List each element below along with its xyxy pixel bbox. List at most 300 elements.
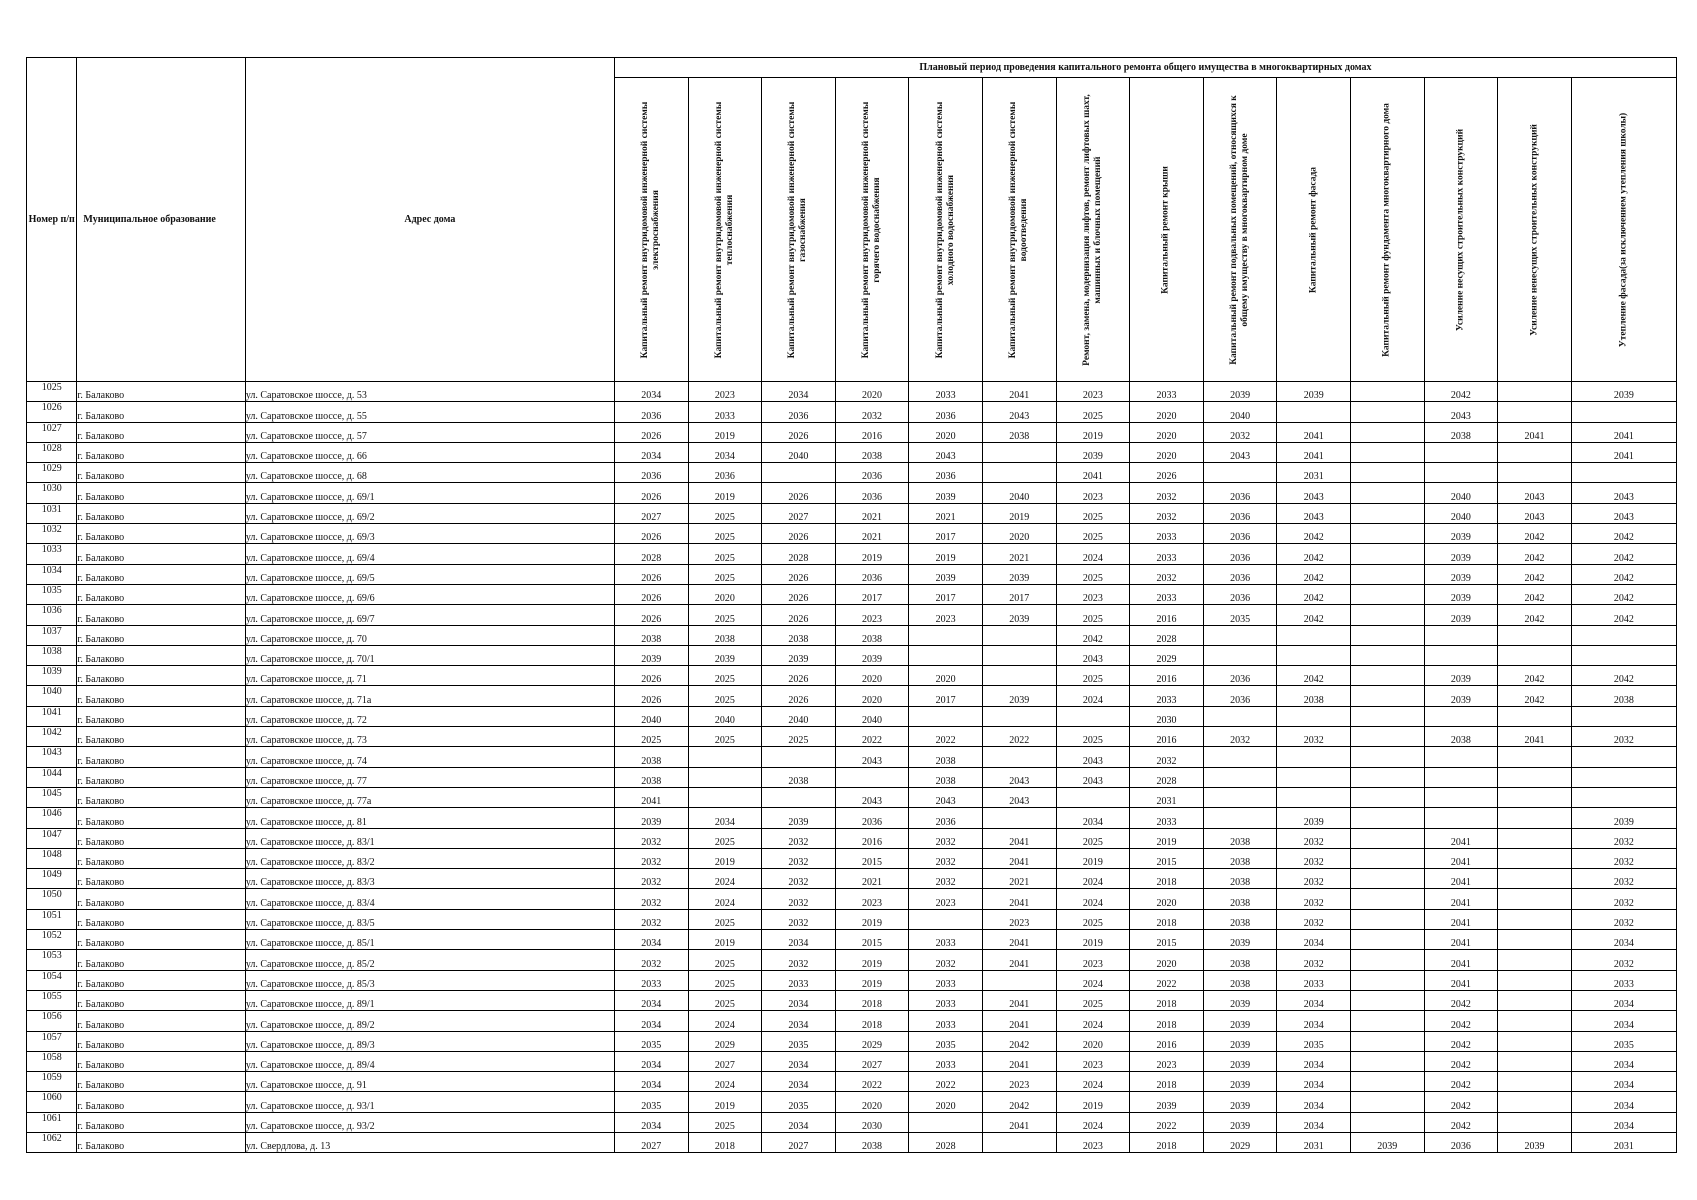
planned-year-cell: 2033	[1277, 970, 1351, 990]
planned-year-cell: 2039	[1424, 666, 1498, 686]
municipality-cell: г. Балаково	[77, 483, 245, 503]
planned-year-cell: 2032	[1130, 483, 1204, 503]
planned-year-cell	[1351, 686, 1425, 706]
planned-year-cell	[1351, 706, 1425, 726]
planned-year-cell: 2019	[835, 544, 909, 564]
planned-year-cell: 2020	[909, 422, 983, 442]
address-cell: ул. Саратовское шоссе, д. 55	[245, 402, 614, 422]
planned-year-cell	[1056, 706, 1130, 726]
planned-year-cell: 2032	[1277, 869, 1351, 889]
row-number-cell: 1036	[27, 605, 77, 625]
planned-year-cell: 2038	[1571, 686, 1676, 706]
header-work-type-2	[688, 78, 762, 382]
planned-year-cell: 2042	[1571, 584, 1676, 604]
planned-year-cell: 2042	[1277, 605, 1351, 625]
address-cell: ул. Саратовское шоссе, д. 71	[245, 666, 614, 686]
planned-year-cell: 2032	[614, 828, 688, 848]
planned-year-cell	[762, 463, 836, 483]
planned-year-cell: 2041	[1424, 869, 1498, 889]
planned-year-cell: 2041	[1277, 442, 1351, 462]
planned-year-cell: 2032	[614, 909, 688, 929]
planned-year-cell: 2025	[688, 686, 762, 706]
planned-year-cell: 2032	[1571, 828, 1676, 848]
planned-year-cell: 2040	[1424, 483, 1498, 503]
planned-year-cell	[1203, 706, 1277, 726]
planned-year-cell: 2025	[688, 990, 762, 1010]
planned-year-cell: 2026	[614, 422, 688, 442]
planned-year-cell: 2026	[762, 666, 836, 686]
planned-year-cell: 2023	[909, 605, 983, 625]
planned-year-cell: 2021	[982, 544, 1056, 564]
planned-year-cell	[982, 808, 1056, 828]
planned-year-cell: 2038	[1203, 889, 1277, 909]
planned-year-cell: 2032	[1277, 909, 1351, 929]
planned-year-cell: 2039	[1351, 1132, 1425, 1152]
planned-year-cell: 2025	[688, 727, 762, 747]
planned-year-cell: 2019	[1056, 930, 1130, 950]
planned-year-cell: 2025	[688, 909, 762, 929]
municipality-cell: г. Балаково	[77, 706, 245, 726]
planned-year-cell: 2038	[762, 625, 836, 645]
planned-year-cell: 2038	[1424, 422, 1498, 442]
planned-year-cell: 2034	[614, 1072, 688, 1092]
planned-year-cell: 2039	[1203, 990, 1277, 1010]
planned-year-cell	[1498, 1031, 1572, 1051]
municipality-cell: г. Балаково	[77, 1011, 245, 1031]
planned-year-cell	[1351, 666, 1425, 686]
municipality-cell: г. Балаково	[77, 990, 245, 1010]
header-work-type-label: Ремонт, замена, модернизация лифтов, ремонт лифтовых шахт, машинных и блочных помещений	[1081, 93, 1103, 366]
planned-year-cell: 2043	[909, 442, 983, 462]
municipality-cell: г. Балаково	[77, 767, 245, 787]
table-row	[27, 625, 1677, 645]
planned-year-cell: 2032	[1277, 889, 1351, 909]
planned-year-cell: 2032	[1571, 848, 1676, 868]
planned-year-cell: 2017	[909, 524, 983, 544]
planned-year-cell: 2020	[688, 584, 762, 604]
planned-year-cell	[1351, 990, 1425, 1010]
planned-year-cell: 2019	[688, 483, 762, 503]
planned-year-cell: 2042	[1498, 666, 1572, 686]
planned-year-cell: 2039	[982, 686, 1056, 706]
row-number-cell: 1052	[27, 930, 77, 950]
planned-year-cell: 2023	[909, 889, 983, 909]
planned-year-cell: 2032	[1277, 848, 1351, 868]
planned-year-cell: 2024	[688, 1011, 762, 1031]
table-row	[27, 1011, 1677, 1031]
planned-year-cell: 2039	[1203, 930, 1277, 950]
planned-year-cell: 2025	[1056, 666, 1130, 686]
planned-year-cell: 2025	[688, 828, 762, 848]
table-row	[27, 463, 1677, 483]
planned-year-cell: 2032	[614, 848, 688, 868]
table-row	[27, 1132, 1677, 1152]
header-work-type-label: Утепление фасада(за исключением утепления школы)	[1618, 112, 1629, 347]
row-number-cell: 1043	[27, 747, 77, 767]
planned-year-cell	[1424, 767, 1498, 787]
planned-year-cell	[1351, 1112, 1425, 1132]
row-number-cell: 1053	[27, 950, 77, 970]
row-number-cell: 1062	[27, 1132, 77, 1152]
table-row	[27, 990, 1677, 1010]
planned-year-cell: 2026	[762, 524, 836, 544]
planned-year-cell: 2032	[762, 828, 836, 848]
planned-year-cell	[1424, 645, 1498, 665]
planned-year-cell: 2038	[614, 625, 688, 645]
planned-year-cell: 2034	[1277, 1072, 1351, 1092]
address-cell: ул. Саратовское шоссе, д. 85/2	[245, 950, 614, 970]
planned-year-cell: 2038	[1203, 909, 1277, 929]
planned-year-cell: 2039	[1571, 808, 1676, 828]
planned-year-cell: 2036	[614, 463, 688, 483]
table-row	[27, 1092, 1677, 1112]
table-row	[27, 564, 1677, 584]
planned-year-cell	[1498, 787, 1572, 807]
planned-year-cell: 2018	[688, 1132, 762, 1152]
planned-year-cell: 2025	[1056, 564, 1130, 584]
planned-year-cell: 2039	[1498, 1132, 1572, 1152]
row-number-cell: 1034	[27, 564, 77, 584]
municipality-cell: г. Балаково	[77, 1132, 245, 1152]
planned-year-cell: 2019	[982, 503, 1056, 523]
planned-year-cell: 2042	[1424, 1112, 1498, 1132]
planned-year-cell	[1351, 503, 1425, 523]
planned-year-cell: 2021	[982, 869, 1056, 889]
planned-year-cell	[1351, 463, 1425, 483]
planned-year-cell: 2033	[614, 970, 688, 990]
planned-year-cell: 2034	[1571, 1072, 1676, 1092]
planned-year-cell: 2026	[614, 686, 688, 706]
table-row	[27, 483, 1677, 503]
planned-year-cell: 2038	[1203, 970, 1277, 990]
municipality-cell: г. Балаково	[77, 970, 245, 990]
planned-year-cell: 2032	[1277, 727, 1351, 747]
planned-year-cell: 2021	[909, 503, 983, 523]
municipality-cell: г. Балаково	[77, 930, 245, 950]
planned-year-cell	[1203, 463, 1277, 483]
row-number-cell: 1029	[27, 463, 77, 483]
planned-year-cell: 2041	[1424, 848, 1498, 868]
planned-year-cell: 2021	[835, 524, 909, 544]
municipality-cell: г. Балаково	[77, 1051, 245, 1071]
header-work-type-label: Усиление ненесущих строительных конструкций	[1529, 123, 1540, 336]
planned-year-cell: 2024	[1056, 970, 1130, 990]
planned-year-cell: 2024	[1056, 544, 1130, 564]
planned-year-cell: 2016	[835, 422, 909, 442]
planned-year-cell: 2034	[1056, 808, 1130, 828]
planned-year-cell: 2043	[1056, 767, 1130, 787]
planned-year-cell: 2028	[762, 544, 836, 564]
table-row	[27, 1051, 1677, 1071]
planned-year-cell: 2028	[1130, 767, 1204, 787]
table-row	[27, 544, 1677, 564]
planned-year-cell	[1351, 524, 1425, 544]
address-cell: ул. Саратовское шоссе, д. 83/1	[245, 828, 614, 848]
planned-year-cell: 2043	[835, 747, 909, 767]
planned-year-cell: 2041	[982, 1051, 1056, 1071]
planned-year-cell: 2041	[1277, 422, 1351, 442]
planned-year-cell	[982, 463, 1056, 483]
planned-year-cell: 2032	[1277, 950, 1351, 970]
planned-year-cell	[1498, 442, 1572, 462]
planned-year-cell	[1424, 463, 1498, 483]
planned-year-cell: 2019	[835, 970, 909, 990]
planned-year-cell	[982, 625, 1056, 645]
planned-year-cell: 2017	[909, 686, 983, 706]
planned-year-cell: 2040	[1203, 402, 1277, 422]
planned-year-cell: 2024	[688, 1072, 762, 1092]
planned-year-cell	[1498, 645, 1572, 665]
planned-year-cell	[1203, 787, 1277, 807]
planned-year-cell	[1498, 889, 1572, 909]
planned-year-cell: 2035	[614, 1031, 688, 1051]
planned-year-cell	[1351, 382, 1425, 402]
planned-year-cell: 2042	[1571, 605, 1676, 625]
planned-year-cell: 2041	[1424, 950, 1498, 970]
planned-year-cell	[1498, 909, 1572, 929]
planned-year-cell	[982, 1132, 1056, 1152]
planned-year-cell: 2027	[688, 1051, 762, 1071]
table-row	[27, 889, 1677, 909]
row-number-cell: 1060	[27, 1092, 77, 1112]
planned-year-cell: 2023	[1056, 382, 1130, 402]
planned-year-cell	[1277, 645, 1351, 665]
planned-year-cell: 2031	[1277, 463, 1351, 483]
planned-year-cell	[909, 1112, 983, 1132]
planned-year-cell: 2039	[1203, 1051, 1277, 1071]
address-cell: ул. Саратовское шоссе, д. 89/3	[245, 1031, 614, 1051]
municipality-cell: г. Балаково	[77, 1072, 245, 1092]
planned-year-cell: 2031	[1571, 1132, 1676, 1152]
planned-year-cell	[1424, 706, 1498, 726]
planned-year-cell: 2041	[982, 990, 1056, 1010]
planned-year-cell	[1424, 808, 1498, 828]
planned-year-cell: 2040	[982, 483, 1056, 503]
planned-year-cell: 2043	[1056, 747, 1130, 767]
planned-year-cell: 2042	[982, 1031, 1056, 1051]
planned-year-cell: 2034	[1571, 1011, 1676, 1031]
planned-year-cell	[1498, 706, 1572, 726]
row-number-cell: 1045	[27, 787, 77, 807]
planned-year-cell: 2020	[835, 686, 909, 706]
address-cell: ул. Саратовское шоссе, д. 89/1	[245, 990, 614, 1010]
planned-year-cell: 2038	[982, 422, 1056, 442]
planned-year-cell: 2039	[1571, 382, 1676, 402]
planned-year-cell: 2032	[614, 950, 688, 970]
planned-year-cell: 2040	[1424, 503, 1498, 523]
address-cell: ул. Саратовское шоссе, д. 83/5	[245, 909, 614, 929]
header-work-type-label: Капитальный ремонт внутридомовой инженерной системы холодного водоснабжения	[934, 101, 956, 358]
planned-year-cell	[1351, 808, 1425, 828]
planned-year-cell: 2040	[688, 706, 762, 726]
planned-year-cell: 2038	[909, 767, 983, 787]
planned-year-cell	[1351, 402, 1425, 422]
planned-year-cell: 2027	[762, 1132, 836, 1152]
table-row	[27, 747, 1677, 767]
header-work-type-label: Капитальный ремонт внутридомовой инженерной системы водоотведения	[1008, 101, 1030, 358]
planned-year-cell: 2043	[1571, 483, 1676, 503]
planned-year-cell	[688, 767, 762, 787]
table-row	[27, 950, 1677, 970]
planned-year-cell: 2039	[614, 645, 688, 665]
planned-year-cell: 2042	[1277, 544, 1351, 564]
planned-year-cell: 2039	[1424, 584, 1498, 604]
header-work-type-5	[909, 78, 983, 382]
planned-year-cell	[1498, 625, 1572, 645]
header-work-type-3	[762, 78, 836, 382]
municipality-cell: г. Балаково	[77, 909, 245, 929]
planned-year-cell: 2016	[1130, 605, 1204, 625]
planned-year-cell: 2038	[762, 767, 836, 787]
planned-year-cell: 2033	[1130, 808, 1204, 828]
planned-year-cell: 2019	[835, 950, 909, 970]
planned-year-cell: 2027	[614, 503, 688, 523]
planned-year-cell: 2034	[1571, 930, 1676, 950]
address-cell: ул. Саратовское шоссе, д. 69/4	[245, 544, 614, 564]
planned-year-cell: 2035	[614, 1092, 688, 1112]
planned-year-cell	[1498, 747, 1572, 767]
row-number-cell: 1031	[27, 503, 77, 523]
municipality-cell: г. Балаково	[77, 544, 245, 564]
planned-year-cell: 2025	[1056, 828, 1130, 848]
table-row	[27, 828, 1677, 848]
municipality-cell: г. Балаково	[77, 524, 245, 544]
header-work-type-label: Капитальный ремонт внутридомовой инженерной системы горячего водоснабжения	[861, 101, 883, 358]
planned-year-cell: 2043	[1498, 503, 1572, 523]
planned-year-cell: 2042	[1424, 382, 1498, 402]
planned-year-cell: 2016	[1130, 666, 1204, 686]
planned-year-cell: 2026	[762, 686, 836, 706]
planned-year-cell: 2022	[1130, 1112, 1204, 1132]
planned-year-cell: 2018	[1130, 909, 1204, 929]
planned-year-cell: 2039	[1056, 442, 1130, 462]
planned-year-cell: 2034	[762, 930, 836, 950]
planned-year-cell: 2024	[688, 869, 762, 889]
planned-year-cell: 2026	[614, 564, 688, 584]
table-row	[27, 869, 1677, 889]
planned-year-cell	[1351, 828, 1425, 848]
planned-year-cell: 2039	[1203, 1072, 1277, 1092]
municipality-cell: г. Балаково	[77, 666, 245, 686]
planned-year-cell: 2034	[1571, 1112, 1676, 1132]
planned-year-cell: 2032	[1203, 727, 1277, 747]
planned-year-cell: 2038	[614, 767, 688, 787]
planned-year-cell: 2020	[1056, 1031, 1130, 1051]
planned-year-cell: 2019	[1056, 422, 1130, 442]
planned-year-cell: 2032	[1571, 909, 1676, 929]
planned-year-cell: 2019	[1056, 848, 1130, 868]
planned-year-cell: 2023	[1056, 1051, 1130, 1071]
planned-year-cell: 2019	[688, 422, 762, 442]
planned-year-cell: 2041	[1056, 463, 1130, 483]
address-cell: ул. Саратовское шоссе, д. 83/2	[245, 848, 614, 868]
planned-year-cell: 2034	[762, 1072, 836, 1092]
planned-year-cell: 2025	[688, 666, 762, 686]
table-row	[27, 1031, 1677, 1051]
planned-year-cell: 2034	[614, 1011, 688, 1031]
planned-year-cell: 2041	[1498, 422, 1572, 442]
row-number-cell: 1041	[27, 706, 77, 726]
planned-year-cell	[1351, 970, 1425, 990]
planned-year-cell: 2034	[762, 990, 836, 1010]
planned-year-cell: 2041	[982, 930, 1056, 950]
planned-year-cell	[909, 625, 983, 645]
planned-year-cell: 2038	[1203, 848, 1277, 868]
planned-year-cell: 2025	[1056, 990, 1130, 1010]
planned-year-cell	[1424, 625, 1498, 645]
planned-year-cell: 2038	[835, 1132, 909, 1152]
municipality-cell: г. Балаково	[77, 645, 245, 665]
header-address: Адрес дома	[245, 58, 614, 382]
planned-year-cell: 2024	[1056, 1072, 1130, 1092]
table-header	[27, 58, 1677, 382]
planned-year-cell: 2023	[1056, 483, 1130, 503]
table-row	[27, 787, 1677, 807]
planned-year-cell: 2023	[1130, 1051, 1204, 1071]
planned-year-cell	[1424, 442, 1498, 462]
planned-year-cell	[1498, 1011, 1572, 1031]
planned-year-cell: 2043	[835, 787, 909, 807]
table-row	[27, 1112, 1677, 1132]
planned-year-cell: 2039	[762, 645, 836, 665]
header-work-type-13	[1498, 78, 1572, 382]
table-row	[27, 605, 1677, 625]
planned-year-cell: 2032	[762, 848, 836, 868]
planned-year-cell	[1351, 889, 1425, 909]
table-row	[27, 686, 1677, 706]
planned-year-cell	[1351, 909, 1425, 929]
address-cell: ул. Саратовское шоссе, д. 69/6	[245, 584, 614, 604]
planned-year-cell: 2032	[909, 828, 983, 848]
planned-year-cell: 2026	[614, 666, 688, 686]
header-planned-period-group: Плановый период проведения капитального ремонта общего имущества в многоквартирных домах	[614, 58, 1676, 78]
planned-year-cell	[762, 747, 836, 767]
planned-year-cell: 2034	[1277, 1092, 1351, 1112]
planned-year-cell: 2025	[688, 544, 762, 564]
planned-year-cell: 2017	[909, 584, 983, 604]
header-work-type-label: Капитальный ремонт фасада	[1308, 166, 1319, 293]
planned-year-cell: 2039	[835, 645, 909, 665]
row-number-cell: 1061	[27, 1112, 77, 1132]
planned-year-cell: 2036	[1203, 524, 1277, 544]
row-number-cell: 1039	[27, 666, 77, 686]
row-number-cell: 1049	[27, 869, 77, 889]
planned-year-cell: 2030	[835, 1112, 909, 1132]
planned-year-cell	[835, 767, 909, 787]
planned-year-cell	[1498, 463, 1572, 483]
row-number-cell: 1033	[27, 544, 77, 564]
planned-year-cell: 2034	[1277, 930, 1351, 950]
planned-year-cell: 2036	[1424, 1132, 1498, 1152]
planned-year-cell: 2043	[909, 787, 983, 807]
table-row	[27, 706, 1677, 726]
planned-year-cell: 2035	[909, 1031, 983, 1051]
planned-year-cell: 2042	[1571, 666, 1676, 686]
planned-year-cell: 2039	[1424, 564, 1498, 584]
planned-year-cell: 2022	[1130, 970, 1204, 990]
table-body	[27, 382, 1677, 1153]
planned-year-cell: 2018	[1130, 1132, 1204, 1152]
planned-year-cell: 2036	[1203, 686, 1277, 706]
municipality-cell: г. Балаково	[77, 950, 245, 970]
planned-year-cell	[1203, 767, 1277, 787]
planned-year-cell: 2038	[835, 625, 909, 645]
planned-year-cell	[1056, 787, 1130, 807]
row-number-cell: 1028	[27, 442, 77, 462]
planned-year-cell	[1571, 706, 1676, 726]
header-work-type-label: Усиление несущих строительных конструкций	[1455, 128, 1466, 331]
planned-year-cell: 2034	[762, 382, 836, 402]
